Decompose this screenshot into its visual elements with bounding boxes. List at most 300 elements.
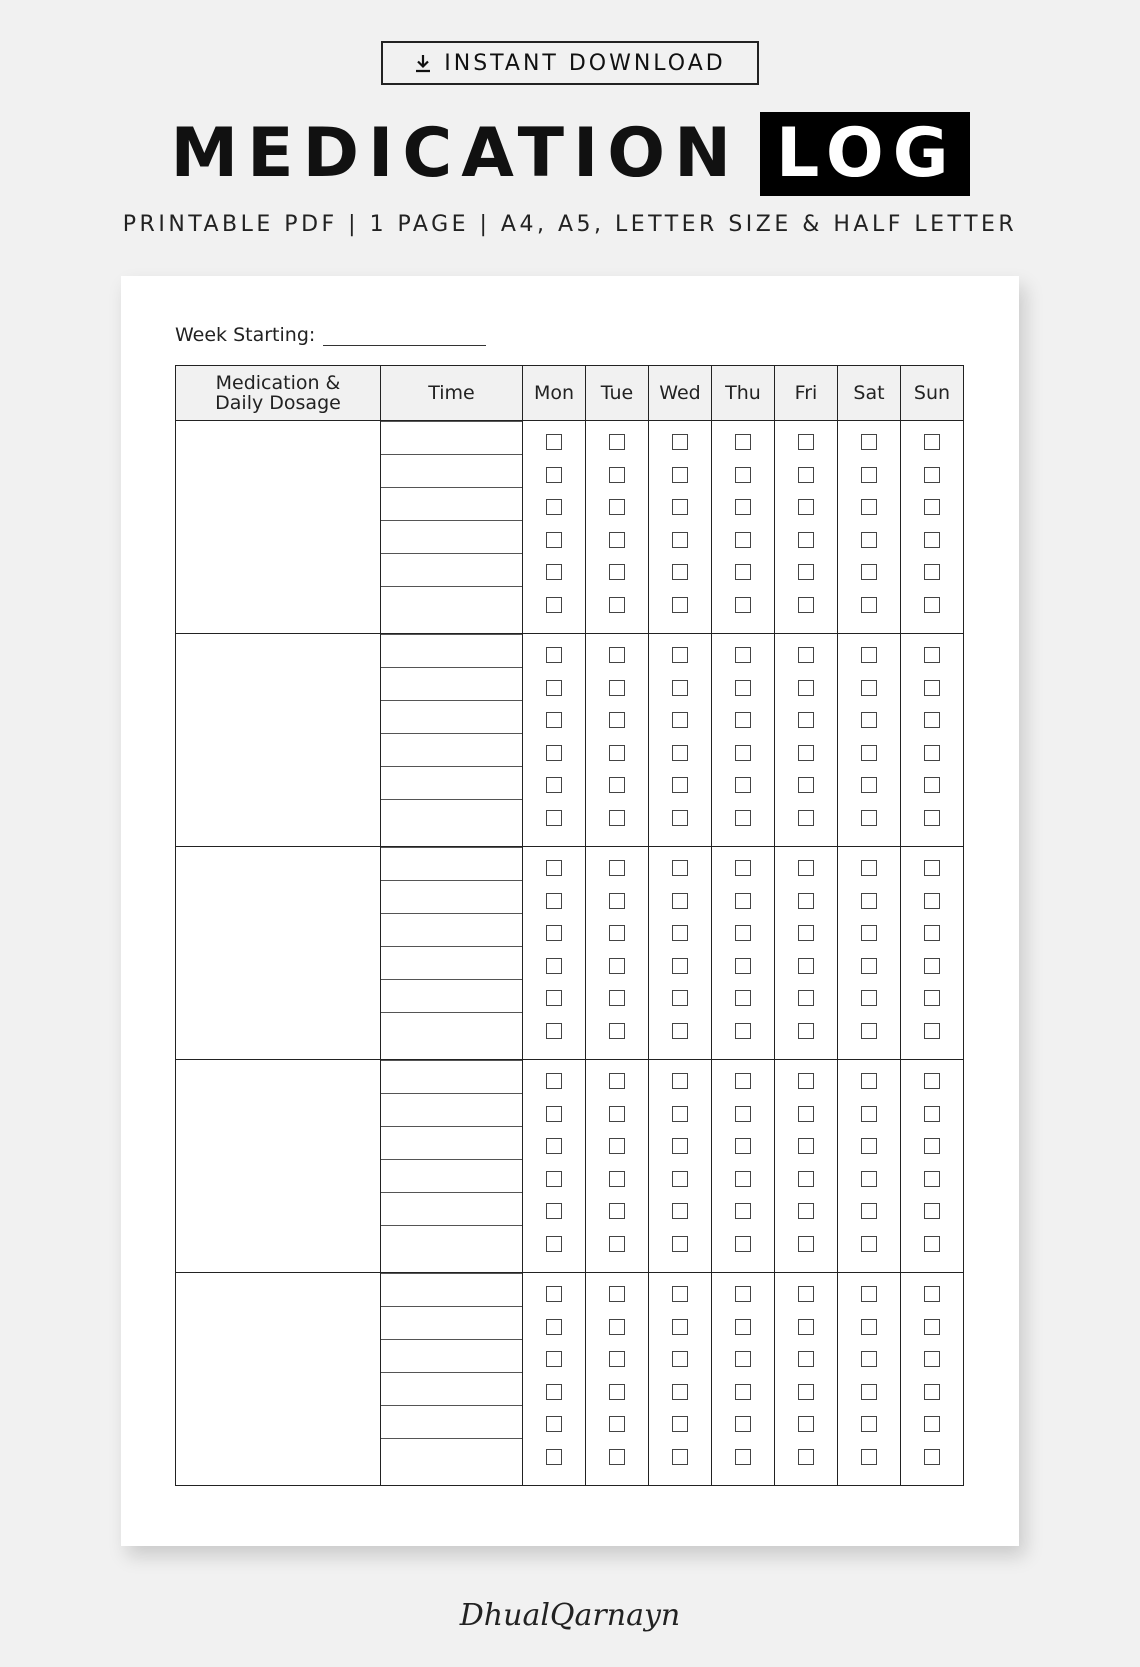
dose-checkbox[interactable] [861, 860, 877, 876]
dose-checkbox[interactable] [735, 1138, 751, 1154]
day-cell-thu [712, 421, 775, 634]
dose-checkbox[interactable] [609, 1138, 625, 1154]
dose-checkbox[interactable] [546, 1351, 562, 1367]
time-entry-line[interactable] [381, 1060, 522, 1061]
dose-checkbox[interactable] [672, 564, 688, 580]
dose-checkbox[interactable] [861, 1286, 877, 1302]
day-cell-fri [775, 847, 838, 1060]
dose-checkbox[interactable] [924, 958, 940, 974]
dose-checkbox[interactable] [672, 712, 688, 728]
dose-checkbox[interactable] [735, 860, 751, 876]
dose-checkbox[interactable] [924, 434, 940, 450]
dose-checkbox[interactable] [798, 893, 814, 909]
dose-checkbox[interactable] [798, 860, 814, 876]
time-entry-line[interactable] [381, 1159, 522, 1160]
dose-checkbox[interactable] [861, 564, 877, 580]
dose-checkbox[interactable] [609, 597, 625, 613]
time-entry-line[interactable] [381, 1438, 522, 1439]
dose-checkbox[interactable] [609, 647, 625, 663]
day-cell-thu [712, 1060, 775, 1273]
header-medication-line1: Medication & [215, 372, 341, 394]
dose-checkbox[interactable] [546, 564, 562, 580]
dose-checkbox[interactable] [798, 745, 814, 761]
dose-checkbox[interactable] [672, 745, 688, 761]
dose-checkbox[interactable] [924, 1286, 940, 1302]
dose-checkbox[interactable] [861, 1416, 877, 1432]
dose-checkbox[interactable] [672, 499, 688, 515]
dose-checkbox[interactable] [546, 647, 562, 663]
dose-checkbox[interactable] [861, 532, 877, 548]
log-body [176, 421, 964, 1486]
time-entry-line[interactable] [381, 1306, 522, 1307]
dose-checkbox[interactable] [609, 990, 625, 1006]
day-cell-wed [649, 1273, 712, 1486]
day-cell-wed [649, 1060, 712, 1273]
download-icon [414, 53, 432, 73]
dose-checkbox[interactable] [735, 1203, 751, 1219]
dose-checkbox[interactable] [546, 893, 562, 909]
dose-checkbox[interactable] [924, 893, 940, 909]
time-entry-line[interactable] [381, 913, 522, 914]
dose-checkbox[interactable] [735, 1319, 751, 1335]
dose-checkbox[interactable] [672, 647, 688, 663]
dose-checkbox[interactable] [609, 1351, 625, 1367]
dose-checkbox[interactable] [546, 1203, 562, 1219]
dose-checkbox[interactable] [609, 467, 625, 483]
dose-checkbox[interactable] [609, 532, 625, 548]
title-medication: MEDICATION [170, 114, 740, 193]
dose-checkbox[interactable] [861, 958, 877, 974]
time-entry-line[interactable] [381, 586, 522, 587]
dose-checkbox[interactable] [609, 925, 625, 941]
dose-checkbox[interactable] [798, 1351, 814, 1367]
dose-checkbox[interactable] [924, 564, 940, 580]
dose-checkbox[interactable] [609, 564, 625, 580]
dose-checkbox[interactable] [672, 990, 688, 1006]
dose-checkbox[interactable] [798, 990, 814, 1006]
dose-checkbox[interactable] [546, 925, 562, 941]
dose-checkbox[interactable] [861, 893, 877, 909]
day-cell-sat [838, 1273, 901, 1486]
dose-checkbox[interactable] [546, 1449, 562, 1465]
dose-checkbox[interactable] [861, 925, 877, 941]
time-entry-line[interactable] [381, 1012, 522, 1013]
day-cell-fri [775, 634, 838, 847]
dose-checkbox[interactable] [861, 1203, 877, 1219]
day-cell-tue [586, 634, 649, 847]
dose-checkbox[interactable] [672, 1138, 688, 1154]
dose-checkbox[interactable] [861, 434, 877, 450]
dose-checkbox[interactable] [609, 860, 625, 876]
dose-checkbox[interactable] [735, 647, 751, 663]
day-cell-thu [712, 847, 775, 1060]
dose-checkbox[interactable] [735, 1236, 751, 1252]
dose-checkbox[interactable] [924, 1319, 940, 1335]
dose-checkbox[interactable] [672, 893, 688, 909]
dose-checkbox[interactable] [798, 1319, 814, 1335]
dose-checkbox[interactable] [861, 990, 877, 1006]
table-row [176, 421, 964, 634]
time-entry-line[interactable] [381, 979, 522, 980]
dose-checkbox[interactable] [546, 597, 562, 613]
time-cell [381, 847, 523, 1060]
time-entry-line[interactable] [381, 799, 522, 800]
dose-checkbox[interactable] [798, 467, 814, 483]
dose-checkbox[interactable] [609, 434, 625, 450]
time-entry-line[interactable] [381, 847, 522, 848]
dose-checkbox[interactable] [672, 860, 688, 876]
printable-sheet [121, 276, 1019, 1546]
dose-checkbox[interactable] [798, 1171, 814, 1187]
dose-checkbox[interactable] [924, 1171, 940, 1187]
dose-checkbox[interactable] [861, 1449, 877, 1465]
time-entry-line[interactable] [381, 880, 522, 881]
dose-checkbox[interactable] [861, 647, 877, 663]
medication-dosage-cell[interactable] [176, 1060, 381, 1273]
day-cell-fri [775, 1060, 838, 1273]
dose-checkbox[interactable] [609, 1073, 625, 1089]
day-cell-tue [586, 847, 649, 1060]
time-entry-line[interactable] [381, 1192, 522, 1193]
dose-checkbox[interactable] [672, 1073, 688, 1089]
time-entry-line[interactable] [381, 733, 522, 734]
dose-checkbox[interactable] [672, 777, 688, 793]
time-entry-line[interactable] [381, 1126, 522, 1127]
dose-checkbox[interactable] [609, 777, 625, 793]
dose-checkbox[interactable] [735, 1351, 751, 1367]
dose-checkbox[interactable] [609, 958, 625, 974]
day-cell-wed [649, 847, 712, 1060]
dose-checkbox[interactable] [861, 597, 877, 613]
dose-checkbox[interactable] [672, 1449, 688, 1465]
dose-checkbox[interactable] [798, 564, 814, 580]
dose-checkbox[interactable] [609, 712, 625, 728]
dose-checkbox[interactable] [861, 499, 877, 515]
time-entry-line[interactable] [381, 634, 522, 635]
dose-checkbox[interactable] [546, 712, 562, 728]
time-entry-line[interactable] [381, 520, 522, 521]
dose-checkbox[interactable] [672, 1203, 688, 1219]
dose-checkbox[interactable] [924, 1416, 940, 1432]
header-day-tue: Tue [586, 366, 649, 421]
dose-checkbox[interactable] [861, 1073, 877, 1089]
dose-checkbox[interactable] [861, 745, 877, 761]
dose-checkbox[interactable] [546, 777, 562, 793]
dose-checkbox[interactable] [609, 1449, 625, 1465]
dose-checkbox[interactable] [735, 434, 751, 450]
table-row [176, 847, 964, 1060]
dose-checkbox[interactable] [735, 499, 751, 515]
dose-checkbox[interactable] [609, 680, 625, 696]
dose-checkbox[interactable] [735, 1416, 751, 1432]
dose-checkbox[interactable] [672, 467, 688, 483]
dose-checkbox[interactable] [672, 532, 688, 548]
dose-checkbox[interactable] [924, 467, 940, 483]
time-entry-line[interactable] [381, 1372, 522, 1373]
time-entry-line[interactable] [381, 487, 522, 488]
day-cell-mon [523, 634, 586, 847]
dose-checkbox[interactable] [924, 1073, 940, 1089]
dose-checkbox[interactable] [924, 777, 940, 793]
dose-checkbox[interactable] [735, 1171, 751, 1187]
dose-checkbox[interactable] [861, 1023, 877, 1039]
day-cell-mon [523, 421, 586, 634]
dose-checkbox[interactable] [735, 467, 751, 483]
dose-checkbox[interactable] [798, 1416, 814, 1432]
dose-checkbox[interactable] [672, 958, 688, 974]
time-cell [381, 1273, 523, 1486]
dose-checkbox[interactable] [798, 1449, 814, 1465]
dose-checkbox[interactable] [735, 1073, 751, 1089]
dose-checkbox[interactable] [924, 1449, 940, 1465]
dose-checkbox[interactable] [924, 810, 940, 826]
badge-label: INSTANT DOWNLOAD [444, 50, 726, 76]
dose-checkbox[interactable] [798, 810, 814, 826]
dose-checkbox[interactable] [735, 925, 751, 941]
dose-checkbox[interactable] [924, 647, 940, 663]
dose-checkbox[interactable] [735, 1023, 751, 1039]
dose-checkbox[interactable] [672, 1351, 688, 1367]
dose-checkbox[interactable] [735, 532, 751, 548]
dose-checkbox[interactable] [798, 499, 814, 515]
dose-checkbox[interactable] [861, 1351, 877, 1367]
dose-checkbox[interactable] [798, 597, 814, 613]
dose-checkbox[interactable] [798, 1106, 814, 1122]
dose-checkbox[interactable] [924, 499, 940, 515]
header-day-mon: Mon [523, 366, 586, 421]
dose-checkbox[interactable] [924, 1203, 940, 1219]
dose-checkbox[interactable] [924, 532, 940, 548]
dose-checkbox[interactable] [924, 597, 940, 613]
day-cell-tue [586, 1060, 649, 1273]
dose-checkbox[interactable] [672, 680, 688, 696]
table-row [176, 1060, 964, 1273]
time-entry-line[interactable] [381, 421, 522, 422]
dose-checkbox[interactable] [798, 434, 814, 450]
dose-checkbox[interactable] [735, 1286, 751, 1302]
dose-checkbox[interactable] [546, 1286, 562, 1302]
time-cell [381, 1060, 523, 1273]
medication-dosage-cell[interactable] [176, 1273, 381, 1486]
dose-checkbox[interactable] [924, 1351, 940, 1367]
day-cell-mon [523, 847, 586, 1060]
dose-checkbox[interactable] [924, 1023, 940, 1039]
header-day-wed: Wed [649, 366, 712, 421]
dose-checkbox[interactable] [672, 1106, 688, 1122]
dose-checkbox[interactable] [924, 712, 940, 728]
header-day-sun: Sun [901, 366, 964, 421]
dose-checkbox[interactable] [798, 647, 814, 663]
time-entry-line[interactable] [381, 1273, 522, 1274]
dose-checkbox[interactable] [798, 1236, 814, 1252]
dose-checkbox[interactable] [672, 925, 688, 941]
table-row [176, 1273, 964, 1486]
dose-checkbox[interactable] [546, 990, 562, 1006]
designer-signature: DhualQarnayn [459, 1598, 681, 1633]
dose-checkbox[interactable] [672, 1286, 688, 1302]
dose-checkbox[interactable] [546, 680, 562, 696]
dose-checkbox[interactable] [735, 1449, 751, 1465]
time-entry-line[interactable] [381, 766, 522, 767]
dose-checkbox[interactable] [609, 810, 625, 826]
dose-checkbox[interactable] [546, 958, 562, 974]
time-entry-line[interactable] [381, 1225, 522, 1226]
title-log-highlight: LOG [760, 112, 970, 196]
dose-checkbox[interactable] [546, 1416, 562, 1432]
dose-checkbox[interactable] [861, 467, 877, 483]
dose-checkbox[interactable] [735, 990, 751, 1006]
time-cell [381, 421, 523, 634]
dose-checkbox[interactable] [798, 1384, 814, 1400]
dose-checkbox[interactable] [546, 1236, 562, 1252]
header-medication-line2: Daily Dosage [215, 392, 341, 414]
table-row [176, 634, 964, 847]
dose-checkbox[interactable] [924, 680, 940, 696]
dose-checkbox[interactable] [798, 1073, 814, 1089]
day-cell-sat [838, 847, 901, 1060]
dose-checkbox[interactable] [546, 532, 562, 548]
dose-checkbox[interactable] [609, 893, 625, 909]
dose-checkbox[interactable] [861, 1384, 877, 1400]
dose-checkbox[interactable] [798, 925, 814, 941]
dose-checkbox[interactable] [861, 1106, 877, 1122]
time-entry-line[interactable] [381, 454, 522, 455]
day-cell-sat [838, 1060, 901, 1273]
dose-checkbox[interactable] [609, 745, 625, 761]
dose-checkbox[interactable] [798, 958, 814, 974]
dose-checkbox[interactable] [735, 1106, 751, 1122]
dose-checkbox[interactable] [735, 680, 751, 696]
dose-checkbox[interactable] [609, 1203, 625, 1219]
dose-checkbox[interactable] [798, 1286, 814, 1302]
dose-checkbox[interactable] [735, 958, 751, 974]
dose-checkbox[interactable] [924, 1384, 940, 1400]
medication-dosage-cell[interactable] [176, 847, 381, 1060]
dose-checkbox[interactable] [609, 1106, 625, 1122]
dose-checkbox[interactable] [798, 1023, 814, 1039]
dose-checkbox[interactable] [924, 925, 940, 941]
medication-dosage-cell[interactable] [176, 421, 381, 634]
dose-checkbox[interactable] [798, 680, 814, 696]
dose-checkbox[interactable] [609, 1236, 625, 1252]
day-cell-sun [901, 634, 964, 847]
day-cell-thu [712, 634, 775, 847]
time-entry-line[interactable] [381, 553, 522, 554]
dose-checkbox[interactable] [546, 1138, 562, 1154]
dose-checkbox[interactable] [546, 499, 562, 515]
dose-checkbox[interactable] [546, 1384, 562, 1400]
time-entry-line[interactable] [381, 946, 522, 947]
dose-checkbox[interactable] [672, 810, 688, 826]
time-entry-line[interactable] [381, 667, 522, 668]
dose-checkbox[interactable] [609, 1286, 625, 1302]
dose-checkbox[interactable] [735, 1384, 751, 1400]
week-starting-line [323, 327, 486, 346]
dose-checkbox[interactable] [924, 1106, 940, 1122]
dose-checkbox[interactable] [861, 1236, 877, 1252]
dose-checkbox[interactable] [861, 777, 877, 793]
dose-checkbox[interactable] [861, 810, 877, 826]
day-cell-sun [901, 421, 964, 634]
dose-checkbox[interactable] [546, 745, 562, 761]
dose-checkbox[interactable] [546, 434, 562, 450]
dose-checkbox[interactable] [798, 1203, 814, 1219]
dose-checkbox[interactable] [924, 860, 940, 876]
dose-checkbox[interactable] [609, 1171, 625, 1187]
dose-checkbox[interactable] [546, 1171, 562, 1187]
header-day-fri: Fri [775, 366, 838, 421]
dose-checkbox[interactable] [735, 893, 751, 909]
dose-checkbox[interactable] [672, 1236, 688, 1252]
dose-checkbox[interactable] [609, 499, 625, 515]
dose-checkbox[interactable] [861, 712, 877, 728]
dose-checkbox[interactable] [672, 1416, 688, 1432]
dose-checkbox[interactable] [546, 810, 562, 826]
header-day-thu: Thu [712, 366, 775, 421]
dose-checkbox[interactable] [735, 564, 751, 580]
dose-checkbox[interactable] [546, 1023, 562, 1039]
dose-checkbox[interactable] [798, 777, 814, 793]
medication-dosage-cell[interactable] [176, 634, 381, 847]
dose-checkbox[interactable] [546, 467, 562, 483]
day-cell-fri [775, 421, 838, 634]
header-day-sat: Sat [838, 366, 901, 421]
dose-checkbox[interactable] [798, 532, 814, 548]
dose-checkbox[interactable] [546, 1106, 562, 1122]
dose-checkbox[interactable] [798, 1138, 814, 1154]
dose-checkbox[interactable] [672, 1171, 688, 1187]
day-cell-mon [523, 1273, 586, 1486]
dose-checkbox[interactable] [861, 680, 877, 696]
dose-checkbox[interactable] [924, 1138, 940, 1154]
time-entry-line[interactable] [381, 1093, 522, 1094]
day-cell-sun [901, 1060, 964, 1273]
dose-checkbox[interactable] [924, 745, 940, 761]
day-cell-sat [838, 421, 901, 634]
dose-checkbox[interactable] [546, 1319, 562, 1335]
dose-checkbox[interactable] [546, 1073, 562, 1089]
dose-checkbox[interactable] [735, 712, 751, 728]
dose-checkbox[interactable] [609, 1384, 625, 1400]
dose-checkbox[interactable] [798, 712, 814, 728]
dose-checkbox[interactable] [546, 860, 562, 876]
dose-checkbox[interactable] [672, 1319, 688, 1335]
dose-checkbox[interactable] [672, 434, 688, 450]
dose-checkbox[interactable] [861, 1171, 877, 1187]
dose-checkbox[interactable] [609, 1416, 625, 1432]
dose-checkbox[interactable] [672, 597, 688, 613]
time-entry-line[interactable] [381, 700, 522, 701]
dose-checkbox[interactable] [735, 810, 751, 826]
time-entry-line[interactable] [381, 1339, 522, 1340]
dose-checkbox[interactable] [609, 1319, 625, 1335]
dose-checkbox[interactable] [735, 777, 751, 793]
dose-checkbox[interactable] [735, 745, 751, 761]
dose-checkbox[interactable] [861, 1138, 877, 1154]
dose-checkbox[interactable] [924, 1236, 940, 1252]
dose-checkbox[interactable] [861, 1319, 877, 1335]
dose-checkbox[interactable] [735, 597, 751, 613]
day-cell-mon [523, 1060, 586, 1273]
dose-checkbox[interactable] [672, 1023, 688, 1039]
dose-checkbox[interactable] [924, 990, 940, 1006]
dose-checkbox[interactable] [672, 1384, 688, 1400]
day-cell-wed [649, 421, 712, 634]
day-cell-wed [649, 634, 712, 847]
dose-checkbox[interactable] [609, 1023, 625, 1039]
time-entry-line[interactable] [381, 1405, 522, 1406]
week-starting-field [175, 324, 486, 346]
